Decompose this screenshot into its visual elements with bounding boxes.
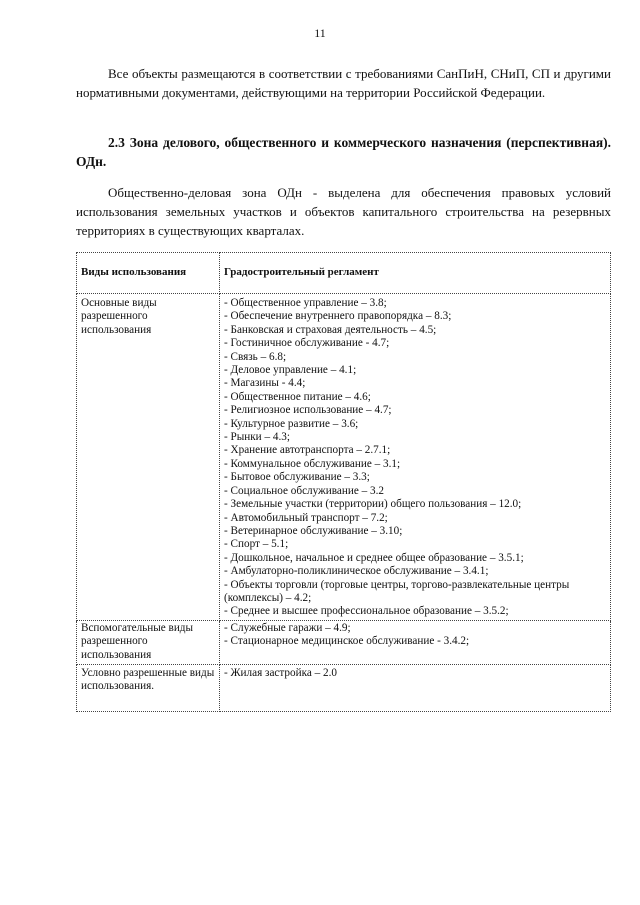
regulation-table	[76, 252, 611, 712]
regulation-item: - Объекты торговли (торговые центры, торгово-развлекательные центры (комплексы) – 4.2;	[224, 578, 570, 604]
regulation-item: - Жилая застройка – 2.0	[224, 666, 337, 679]
regulation-item: - Среднее и высшее профессиональное образование – 3.5.2;	[224, 605, 509, 618]
regulation-item: - Банковская и страховая деятельность – 4.5;	[224, 323, 437, 336]
usage-category: Условно разрешенные виды использования.	[77, 664, 220, 711]
regulation-item: - Общественное питание – 4.6;	[224, 390, 371, 403]
header-usage-types: Виды использования	[77, 253, 220, 294]
regulation-item: - Спорт – 5.1;	[224, 538, 289, 551]
regulation-item: - Магазины - 4.4;	[224, 377, 306, 390]
intro-paragraph: Все объекты размещаются в соответствии с требованиями СанПиН, СНиП, СП и другими нормативными документами, действующими на территории Российской Федерации.	[76, 66, 611, 100]
regulation-item: - Общественное управление – 3.8;	[224, 297, 387, 309]
section-heading-text: 2.3 Зона делового, общественного и коммерческого назначения (перспективная). ОДн.	[76, 135, 611, 169]
regulation-item: - Рынки – 4.3;	[224, 431, 290, 444]
zone-description-paragraph: Общественно-деловая зона ОДн - выделена для обеспечения правовых условий использования земельных участков и объектов капитального строительства на резервных территориях в существующих кварталах.	[76, 185, 611, 238]
header-regulation: Градостроительный регламент	[220, 253, 611, 294]
usage-category: Основные виды разрешенного использования	[77, 294, 220, 621]
table-row	[77, 620, 611, 664]
regulation-item: - Стационарное медицинское обслуживание - 3.4.2;	[224, 635, 470, 648]
table-header-row	[77, 253, 611, 294]
regulation-item: - Бытовое обслуживание – 3.3;	[224, 471, 370, 484]
section-heading	[76, 133, 611, 171]
table-row	[77, 664, 611, 711]
regulation-item: - Деловое управление – 4.1;	[224, 364, 357, 377]
regulation-item: - Гостиничное обслуживание - 4.7;	[224, 337, 390, 350]
regulation-items	[220, 294, 611, 621]
regulation-item: - Связь – 6.8;	[224, 350, 287, 363]
regulation-item: - Культурное развитие – 3.6;	[224, 417, 359, 430]
regulation-item: - Автомобильный транспорт – 7.2;	[224, 511, 388, 524]
regulation-items	[220, 620, 611, 664]
regulation-item: - Ветеринарное обслуживание – 3.10;	[224, 524, 403, 537]
regulation-item: - Дошкольное, начальное и среднее общее образование – 3.5.1;	[224, 551, 524, 564]
usage-category: Вспомогательные виды разрешенного использования	[77, 620, 220, 664]
table-row	[77, 294, 611, 621]
regulation-item: - Земельные участки (территории) общего пользования – 12.0;	[224, 498, 522, 511]
regulation-item: - Обеспечение внутреннего правопорядка – 8.3;	[224, 310, 452, 323]
regulation-item: - Коммунальное обслуживание – 3.1;	[224, 457, 401, 470]
regulation-item: - Служебные гаражи – 4.9;	[224, 621, 351, 634]
regulation-item: - Религиозное использование – 4.7;	[224, 404, 392, 417]
regulation-item: - Хранение автотранспорта – 2.7.1;	[224, 444, 391, 457]
regulation-item: - Социальное обслуживание – 3.2	[224, 484, 384, 497]
regulation-item: - Амбулаторно-поликлиническое обслуживание – 3.4.1;	[224, 565, 489, 578]
regulation-items	[220, 664, 611, 711]
page-number: 11	[314, 26, 326, 40]
